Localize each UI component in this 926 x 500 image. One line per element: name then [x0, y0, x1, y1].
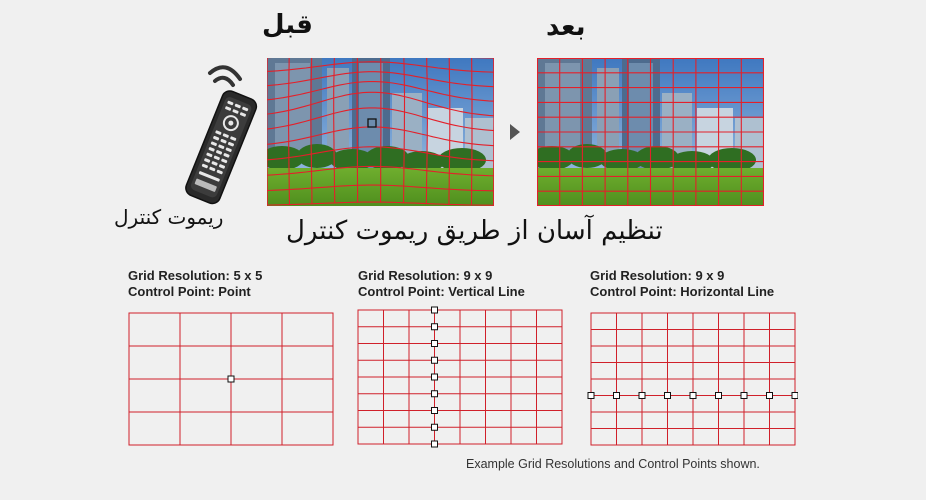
grid-1-caption: [128, 268, 262, 300]
control-point: [432, 307, 438, 313]
control-point: [588, 393, 594, 399]
remote-label: ریموت کنترل: [114, 205, 224, 229]
grid-example-point: [128, 312, 334, 446]
headline: تنظیم آسان از طریق ریموت کنترل: [286, 216, 663, 246]
grid-example-horizontal-line: [586, 312, 798, 446]
footnote: Example Grid Resolutions and Control Points shown.: [466, 457, 760, 471]
grid-line: [472, 58, 473, 206]
after-label: بعد: [546, 12, 586, 42]
control-point: [741, 393, 747, 399]
grid-3-resolution: Grid Resolution: 9 x 9: [590, 268, 725, 283]
control-point: [432, 341, 438, 347]
remote-control-icon: [170, 55, 260, 210]
control-point: [639, 393, 645, 399]
control-point: [690, 393, 696, 399]
wireless-signal-icon: [210, 67, 240, 85]
grid-1-resolution: Grid Resolution: 5 x 5: [128, 268, 263, 283]
control-point: [432, 391, 438, 397]
after-photo: [537, 58, 764, 206]
control-point: [432, 424, 438, 430]
grid-3-control: Control Point: Horizontal Line: [590, 284, 775, 299]
grid-2-control: Control Point: Vertical Line: [358, 284, 525, 299]
before-label: قبل: [262, 10, 313, 40]
grid-2-caption: [358, 268, 525, 300]
grid-1-control: Control Point: Point: [128, 284, 251, 299]
grid-3-caption: [590, 268, 774, 300]
control-point: [792, 393, 798, 399]
before-photo: [267, 58, 494, 206]
control-point: [716, 393, 722, 399]
grid-line: [357, 58, 358, 203]
control-point: [432, 374, 438, 380]
control-point: [614, 393, 620, 399]
control-point: [665, 393, 671, 399]
control-point: [432, 408, 438, 414]
control-point: [432, 357, 438, 363]
control-point: [432, 441, 438, 447]
control-point: [432, 324, 438, 330]
control-point: [228, 376, 234, 382]
play-arrow-icon: [509, 123, 521, 141]
grid-example-vertical-line: [357, 306, 563, 448]
control-point: [767, 393, 773, 399]
grid-2-resolution: Grid Resolution: 9 x 9: [358, 268, 493, 283]
